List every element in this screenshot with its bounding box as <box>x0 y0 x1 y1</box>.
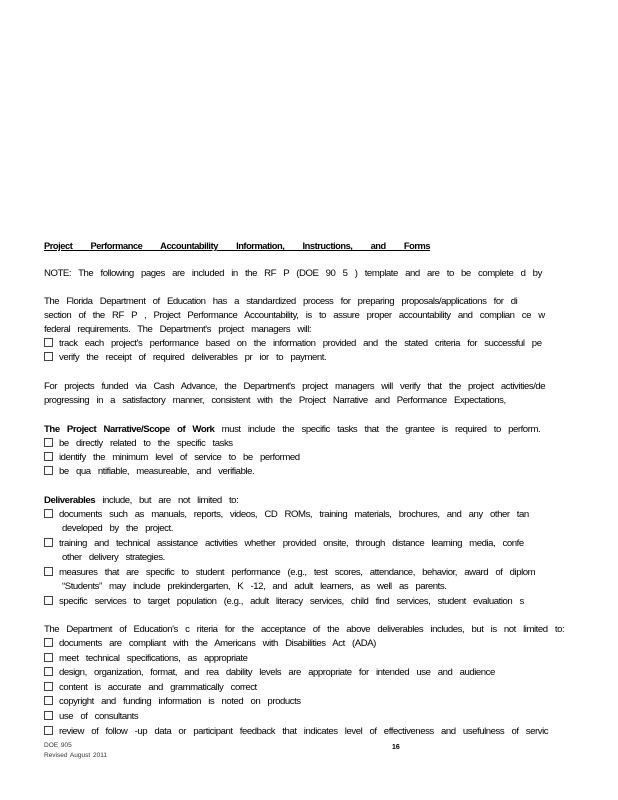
checkbox-icon <box>44 638 53 647</box>
criteria-paragraph: The Department of Education's c riteria for the acceptance of the above deliverables includes, but is not limited to: <box>44 624 565 635</box>
cash-advance-line-1: For projects funded via Cash Advance, the Department's project managers will verify that the project activities/de <box>44 381 546 392</box>
bullet-text: track each project's performance based on the information provided and the stated criteria for successful pe <box>59 338 542 349</box>
bullet-content-accurate <box>44 682 257 693</box>
checkbox-icon <box>44 682 53 691</box>
scope-paragraph <box>44 424 540 435</box>
checkbox-icon <box>44 509 53 518</box>
scope-label: The Project Narrative/Scope of Work <box>44 424 215 435</box>
bullet-text: verify the receipt of required deliverables pr ior to payment. <box>59 352 327 363</box>
bullet-quantifiable <box>44 466 254 477</box>
bullet-text: be qua ntifiable, measureable, and verifiable. <box>59 466 255 477</box>
bullet-measures-cont: “Students” may include prekindergarten, K -12, and adult learners, as well as parents. <box>62 581 447 592</box>
bullet-training <box>44 538 524 549</box>
bullet-text: measures that are specific to student performance (e.g., test scores, attendance, behavior, award of diplom <box>59 567 536 578</box>
bullet-text: design, organization, format, and rea dability levels are appropriate for intended use and audience <box>59 667 495 678</box>
bullet-text: meet technical specifications, as appropriate <box>59 653 248 664</box>
bullet-design <box>44 667 495 678</box>
bullet-text: review of follow -up data or participant feedback that indicates level of effectiveness and usefulness of servic <box>59 726 549 737</box>
page-number: 16 <box>392 744 400 751</box>
footer-form-id: DOE 905 <box>44 742 72 749</box>
deliverables-label: Deliverables <box>44 495 96 506</box>
bullet-track-performance <box>44 338 542 349</box>
section-title: Project Performance Accountability Information, Instructions, and Forms <box>44 241 431 251</box>
checkbox-icon <box>44 726 53 735</box>
intro-line-3: federal requirements. The Department's project managers will: <box>44 324 312 335</box>
bullet-specific-services <box>44 596 524 607</box>
bullet-text: be directly related to the specific tasks <box>59 438 233 449</box>
deliverables-text: include, but are not limited to: <box>102 495 239 506</box>
checkbox-icon <box>44 567 53 576</box>
bullet-copyright <box>44 696 301 707</box>
bullet-text: training and technical assistance activities whether provided onsite, through distance learning media, confe <box>59 538 524 549</box>
bullet-documents <box>44 509 529 520</box>
bullet-verify-receipt <box>44 352 326 363</box>
cash-advance-line-2: progressing in a satisfactory manner, consistent with the Project Narrative and Performance Expectations, <box>44 395 506 406</box>
bullet-text: copyright and funding information is noted on products <box>59 696 301 707</box>
checkbox-icon <box>44 711 53 720</box>
checkbox-icon <box>44 352 53 361</box>
bullet-documents-cont: developed by the project. <box>62 523 173 534</box>
bullet-consultants <box>44 711 138 722</box>
checkbox-icon <box>44 438 53 447</box>
bullet-text: specific services to target population (e.g., adult literacy services, child find services, student evaluation s <box>59 596 524 607</box>
checkbox-icon <box>44 452 53 461</box>
checkbox-icon <box>44 653 53 662</box>
bullet-follow-up <box>44 726 548 737</box>
bullet-minimum-level <box>44 452 300 463</box>
checkbox-icon <box>44 667 53 676</box>
bullet-text: use of consultants <box>59 711 139 722</box>
checkbox-icon <box>44 338 53 347</box>
intro-line-1: The Florida Department of Education has a standardized process for preparing proposals/applications for di <box>44 296 518 307</box>
bullet-text: identify the minimum level of service to be performed <box>59 452 300 463</box>
bullet-text: documents are compliant with the Americans with Disabilities Act (ADA) <box>59 638 376 649</box>
scope-text: must include the specific tasks that the grantee is required to perform. <box>221 424 541 435</box>
checkbox-icon <box>44 596 53 605</box>
checkbox-icon <box>44 696 53 705</box>
note-paragraph: NOTE: The following pages are included in the RF P (DOE 90 5 ) template and are to be complete d by <box>44 268 542 279</box>
bullet-ada <box>44 638 376 649</box>
footer-revised: Revised August 2011 <box>44 752 107 759</box>
checkbox-icon <box>44 538 53 547</box>
bullet-technical-specs <box>44 653 248 664</box>
deliverables-paragraph <box>44 495 238 506</box>
bullet-training-cont: other delivery strategies. <box>62 552 165 563</box>
checkbox-icon <box>44 466 53 475</box>
bullet-text: content is accurate and grammatically correct <box>59 682 257 693</box>
bullet-directly-related <box>44 438 233 449</box>
bullet-text: documents such as manuals, reports, videos, CD ROMs, training materials, brochures, and any other tan <box>59 509 529 520</box>
intro-line-2: section of the RF P , Project Performance Accountability, is to assure proper accountability and complian ce w <box>44 310 545 321</box>
bullet-measures <box>44 567 535 578</box>
